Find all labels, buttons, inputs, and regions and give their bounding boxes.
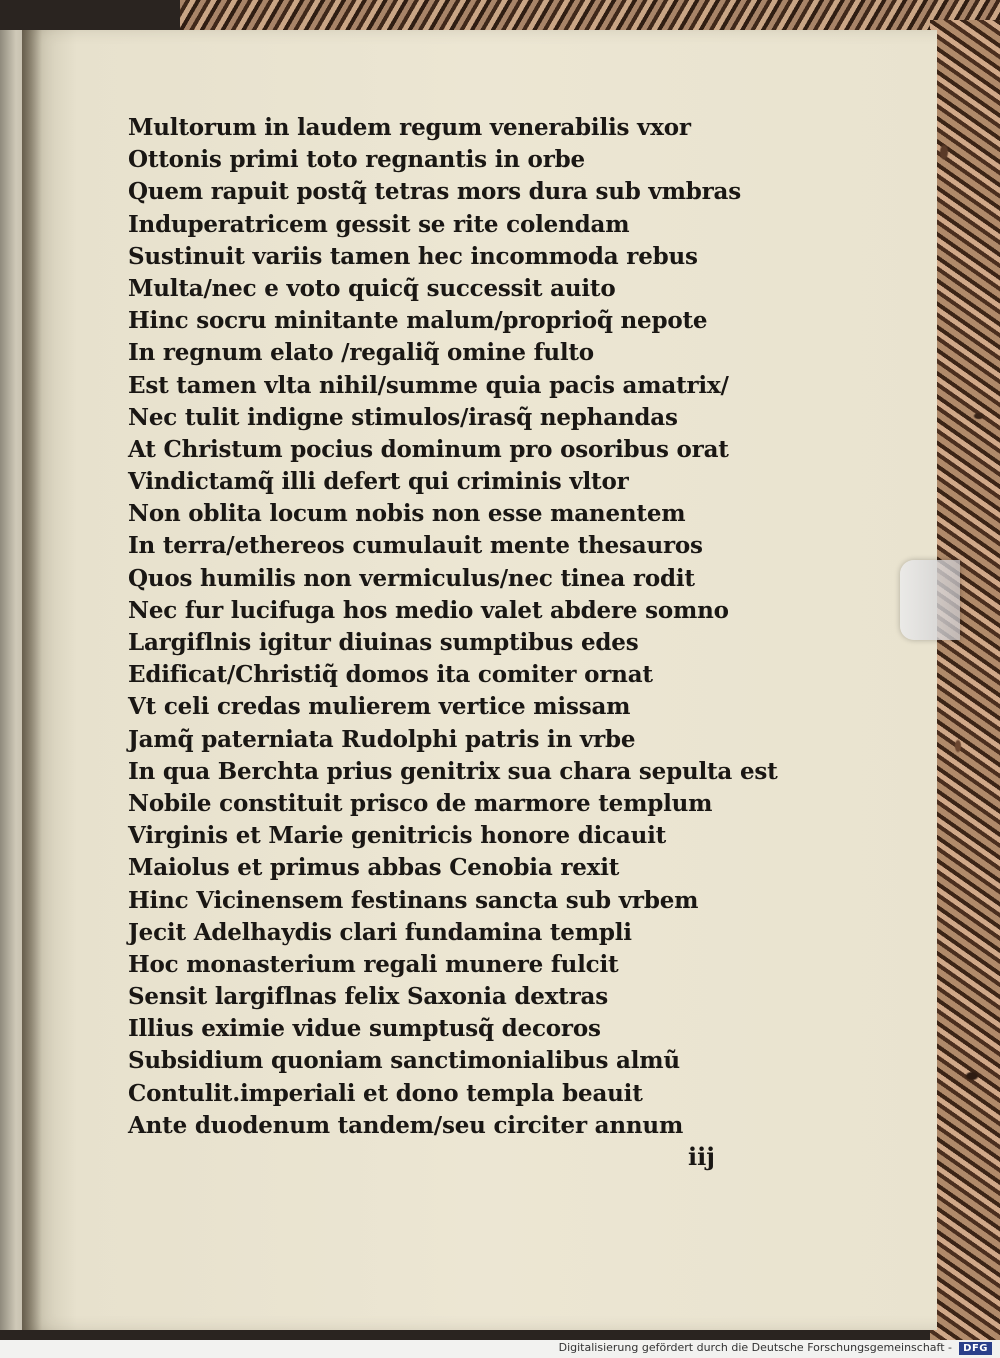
verse-line: In regnum elato /regaliq̃ omine fulto <box>128 339 594 367</box>
verse-line: Quem rapuit postq̃ tetras mors dura sub vmbras <box>128 178 741 206</box>
verse-line: Hoc monasterium regali munere fulcit <box>128 950 619 978</box>
marbled-board-right <box>930 20 1000 1340</box>
verse-line: Vt celi credas mulierem vertice missam <box>128 693 631 721</box>
verse-line: Edificat/Christiq̃ domos ita comiter ornat <box>128 661 653 689</box>
verse-line: Multa/nec e voto quicq̃ successit auito <box>128 274 616 302</box>
plastic-clip <box>900 560 960 640</box>
verse-line: Virginis et Marie genitricis honore dicauit <box>128 822 667 850</box>
verse-line: Illius eximie vidue sumptusq̃ decoros <box>128 1015 601 1043</box>
verse-line: Non oblita locum nobis non esse manentem <box>128 500 686 528</box>
verse-line: Contulit.imperiali et dono templa beauit <box>128 1079 643 1107</box>
footer-credit: Digitalisierung gefördert durch die Deutsche Forschungsgemeinschaft - <box>558 1341 952 1354</box>
verse-line: Multorum in laudem regum venerabilis vxor <box>128 114 691 141</box>
signature-mark: iij <box>688 1142 715 1171</box>
verse-line: Hinc Vicinensem festinans sancta sub vrbem <box>128 886 699 914</box>
verse-line: Induperatricem gessit se rite colendam <box>128 210 630 238</box>
verse-line: Subsidium quoniam sanctimonialibus almũ <box>128 1047 680 1075</box>
verse-line: Nobile constituit prisco de marmore templum <box>128 789 713 817</box>
verse-text-block <box>128 112 808 1142</box>
page-gutter-shadow <box>22 30 42 1330</box>
footer-bar <box>0 1340 1000 1358</box>
verse-line: Ante duodenum tandem/seu circiter annum <box>128 1111 684 1139</box>
verse-line: Hinc socru minitante malum/proprioq̃ nepote <box>128 307 708 335</box>
verse-line: Vindictamq̃ illi defert qui criminis vltor <box>128 468 629 496</box>
verse-line: In qua Berchta prius genitrix sua chara sepulta est <box>128 757 778 785</box>
verse-line: In terra/ethereos cumulauit mente thesauros <box>128 532 703 560</box>
dfg-logo: DFG <box>959 1342 992 1355</box>
verse-line: Jecit Adelhaydis clari fundamina templi <box>128 918 632 946</box>
verse-line: Nec tulit indigne stimulos/irasq̃ nephandas <box>128 403 678 431</box>
verse-line: Est tamen vlta nihil/summe quia pacis amatrix/ <box>128 371 729 399</box>
verse-line: At Christum pocius dominum pro osoribus orat <box>128 435 729 463</box>
verse-line: Jamq̃ paterniata Rudolphi patris in vrbe <box>128 725 636 753</box>
verse-line: Nec fur lucifuga hos medio valet abdere somno <box>128 596 729 624</box>
verse-line: Maiolus et primus abbas Cenobia rexit <box>128 854 620 882</box>
verse-line: Largiflnis igitur diuinas sumptibus edes <box>128 629 639 656</box>
verse-line: Sensit largiflnas felix Saxonia dextras <box>128 983 608 1011</box>
verse-line: Quos humilis non vermiculus/nec tinea rodit <box>128 564 695 592</box>
verse-line: Ottonis primi toto regnantis in orbe <box>128 146 585 174</box>
verse-line: Sustinuit variis tamen hec incommoda rebus <box>128 242 698 270</box>
